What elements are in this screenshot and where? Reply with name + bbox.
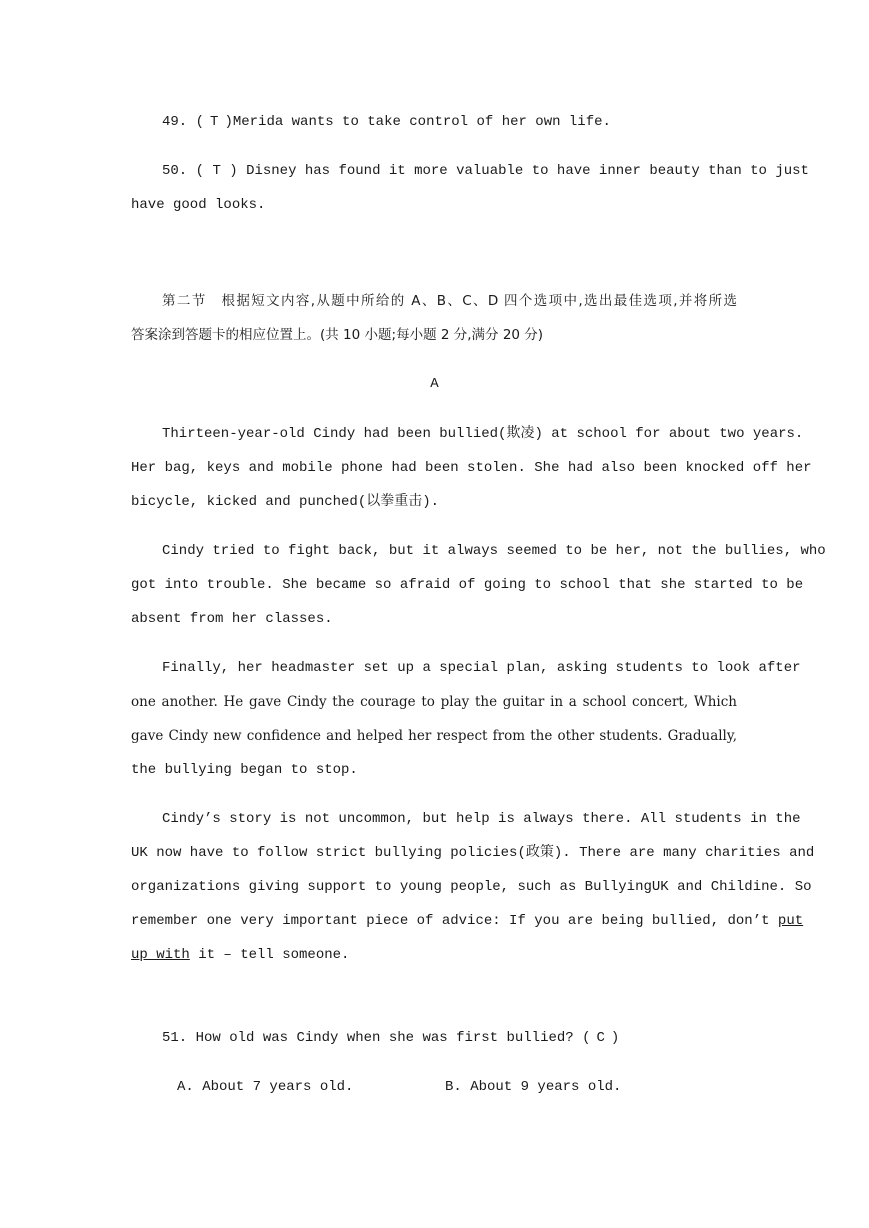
answer-close: ) [610, 1030, 620, 1046]
option-a: A. About 7 years old. [177, 1079, 354, 1095]
paragraph-4-line3: organizations giving support to young people, such as BullyingUK and Childine. So [131, 879, 812, 895]
question-text: Merida wants to take control of her own life. [232, 114, 611, 130]
paragraph-1-line2: Her bag, keys and mobile phone had been stolen. She had also been knocked off her [131, 460, 812, 476]
question-number: 49. [162, 114, 188, 130]
paragraph-3-line3: gave Cindy new confidence and helped her respect from the other students. Gradually, [131, 728, 737, 744]
question-49 [162, 112, 611, 132]
paragraph-4-line4-text: remember one very important piece of advice: If you are being bullied, don’t [131, 913, 770, 929]
paragraph-4-line5 [131, 945, 349, 965]
answer-value: T [212, 163, 221, 179]
passage-label: A [430, 376, 439, 392]
section-heading-line2: 答案涂到答题卡的相应位置上。(共 10 小题;每小题 2 分,满分 20 分) [131, 327, 544, 343]
answer-close: ) [224, 114, 233, 130]
answer-value: T [210, 114, 219, 130]
question-number: 51. [162, 1030, 188, 1046]
paragraph-4-line1: Cindy’s story is not uncommon, but help is always there. All students in the [162, 811, 801, 827]
paragraph-1-line3: bicycle, kicked and punched(以拳重击). [131, 494, 440, 510]
answer-open: ( [195, 114, 205, 130]
answer-value: C [596, 1030, 605, 1046]
paragraph-3-line4: the bullying began to stop. [131, 762, 358, 778]
question-text: How old was Cindy when she was first bullied? [195, 1030, 574, 1046]
answer-close: ) [229, 163, 238, 179]
answer-open: ( [195, 163, 205, 179]
option-b: B. About 9 years old. [445, 1079, 622, 1095]
section-heading-line1: 第二节 根据短文内容,从题中所给的 A、B、C、D 四个选项中,选出最佳选项,并将所选 [162, 293, 737, 309]
answer-open: ( [582, 1030, 591, 1046]
question-51 [162, 1028, 619, 1048]
underlined-phrase-part1: put [777, 913, 804, 929]
question-50 [162, 161, 809, 181]
paragraph-4-line2: UK now have to follow strict bullying policies(政策). There are many charities and [131, 845, 815, 861]
paragraph-2-line1: Cindy tried to fight back, but it always seemed to be her, not the bullies, who [162, 543, 826, 559]
question-text: Disney has found it more valuable to have inner beauty than to just [246, 163, 809, 179]
paragraph-4-line4 [131, 911, 804, 931]
underlined-phrase-part2: up with [131, 947, 190, 963]
paragraph-3-line2: one another. He gave Cindy the courage to play the guitar in a school concert, Which [131, 694, 737, 710]
paragraph-2-line3: absent from her classes. [131, 611, 333, 627]
question-number: 50. [162, 163, 188, 179]
paragraph-4-line5-text: it – tell someone. [198, 947, 350, 963]
paragraph-3-line1: Finally, her headmaster set up a special plan, asking students to look after [162, 660, 801, 676]
paragraph-2-line2: got into trouble. She became so afraid of going to school that she started to be [131, 577, 804, 593]
paragraph-1-line1: Thirteen-year-old Cindy had been bullied(欺凌) at school for about two years. [162, 426, 804, 442]
question-50-continued: have good looks. [131, 197, 266, 213]
